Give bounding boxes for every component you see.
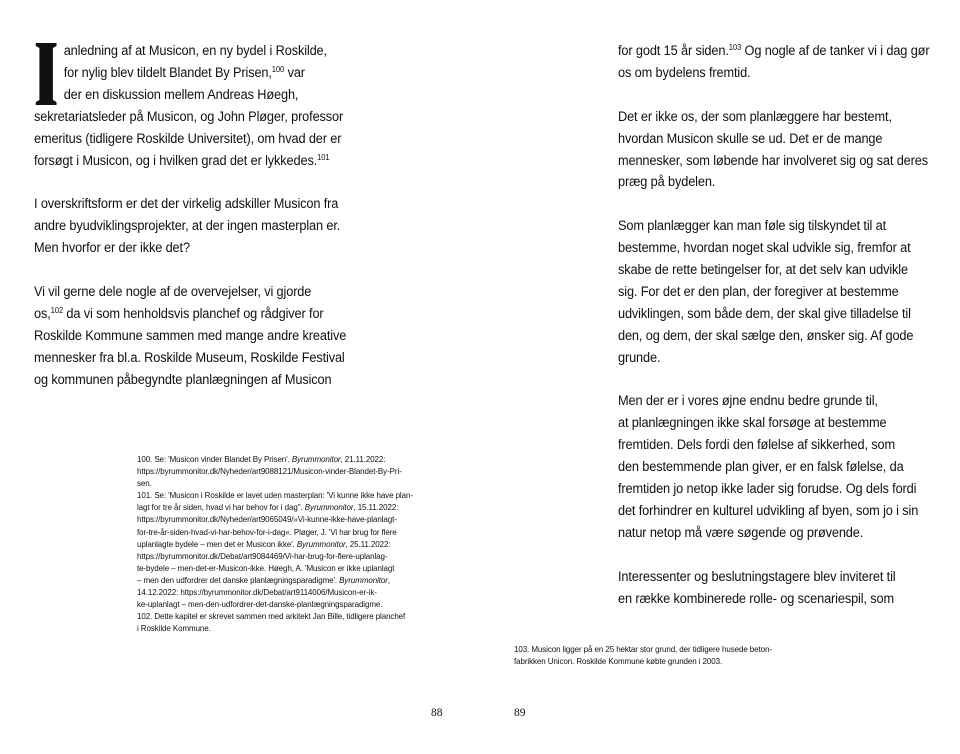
- paragraph: [618, 391, 942, 544]
- text-run: os om bydelens fremtid.: [618, 64, 751, 81]
- text-run: for nylig blev tildelt Blandet By Prisen,: [63, 64, 272, 81]
- footnote-run: , 21.11.2022:: [340, 454, 386, 464]
- text-line: [34, 304, 345, 326]
- text-run: mennesker, som løbende har involveret sig og sat deres: [618, 152, 928, 169]
- footnote-line: [137, 501, 445, 513]
- footnote-run: , 25.11.2022:: [345, 538, 391, 549]
- text-line: [34, 85, 345, 107]
- text-line: [34, 107, 345, 129]
- text-run: Roskilde Kommune sammen med mange andre kreative: [34, 327, 347, 344]
- footnote-italic: Byrummonitor: [291, 454, 341, 464]
- text-run: sekretariatsleder på Musicon, og John Pløger, professor: [34, 108, 344, 125]
- footnote-run: lagt for tre år siden, hvad vi har behov for i dag''.: [137, 502, 305, 513]
- footnote-run: https://byrummonitor.dk/Debat/art9084469/Vi-har-brug-for-flere-uplanlag-: [137, 550, 388, 561]
- text-run: forsøgt i Musicon, og i hvilken grad det er lykkedes.: [34, 152, 318, 169]
- footnote-ref: 103: [728, 42, 742, 52]
- text-line: [618, 41, 942, 63]
- text-line: [34, 216, 345, 238]
- footnote-line: [137, 465, 445, 477]
- text-line: [618, 326, 942, 348]
- right-footnotes: [514, 643, 818, 667]
- text-run: fremtiden. Dels fordi den følelse af sikkerhed, som: [618, 437, 895, 454]
- page-number-left: 88: [431, 707, 443, 719]
- footnote-italic: Byrummonitor: [339, 574, 388, 585]
- text-line: [618, 107, 942, 129]
- text-run: mennesker fra bl.a. Roskilde Museum, Roskilde Festival: [34, 349, 345, 366]
- paragraph: [34, 194, 345, 260]
- footnote-line: [137, 550, 445, 562]
- text-line: [34, 41, 345, 63]
- text-run: I overskriftsform er det der virkelig adskiller Musicon fra: [34, 196, 339, 213]
- footnote-run: https://byrummonitor.dk/Nyheder/art9088121/Musicon-vinder-Blandet-By-Pri-: [137, 466, 402, 477]
- footnote-run: – men den udfordrer det danske planlægningsparadigme'.: [137, 574, 340, 585]
- text-line: [34, 63, 345, 85]
- footnote-line: [137, 598, 445, 610]
- footnote-ref: 101: [317, 151, 330, 162]
- text-line: [618, 238, 942, 260]
- text-run: skabe de rette betingelser for, at det selv kan udvikle: [618, 262, 908, 279]
- paragraph: [618, 107, 942, 195]
- text-line: [34, 151, 345, 173]
- text-run: præg på bydelen.: [618, 174, 716, 191]
- footnote-run: fabrikken Unicon. Roskilde Kommune købte grunden i 2003.: [514, 656, 723, 667]
- text-run: da vi som henholdsvis planchef og rådgiver for: [62, 305, 324, 322]
- paragraph: [34, 282, 345, 392]
- text-line: [618, 589, 942, 611]
- footnote-italic: Byrummonitor: [296, 538, 346, 549]
- footnote-line: [137, 622, 445, 634]
- footnote-run: te-bydele – men-det-er-Musicon-ikke. Høegh, A. 'Musicon er ikke uplanlagt: [137, 562, 395, 573]
- text-line: [34, 370, 345, 392]
- text-line: [618, 63, 942, 85]
- footnote-run: 14.12.2022: https://byrummonitor.dk/Debat/art9114006/Musicon-er-ik-: [137, 587, 377, 598]
- footnote-run: uplanlagte bydele – men det er Musicon ikke'.: [137, 538, 297, 549]
- text-line: [618, 260, 942, 282]
- text-line: [34, 129, 345, 151]
- paragraph: [618, 567, 942, 611]
- text-run: det forhindrer en kulturel udvikling af byen, som jo i sin: [618, 502, 919, 519]
- text-run: Det er ikke os, der som planlæggere har bestemt,: [618, 108, 892, 125]
- footnote-run: ,: [387, 574, 390, 585]
- text-run: fremtiden jo netop ikke lader sig forudse. Og dels fordi: [618, 481, 917, 498]
- footnote-line: [137, 513, 445, 525]
- text-run: en række kombinerede rolle- og scenariespil, som: [618, 590, 894, 607]
- text-line: [618, 348, 942, 370]
- footnote-run: for-tre-år-siden-hvad-vi-har-behov-for-i-dag«. Pløger, J. 'Vi har brug for flere: [137, 526, 397, 537]
- text-line: [618, 435, 942, 457]
- text-run: Vi vil gerne dele nogle af de overvejelser, vi gjorde: [34, 283, 312, 300]
- text-run: Som planlægger kan man føle sig tilskyndet til at: [618, 218, 887, 235]
- text-run: den, og dem, der skal sælge den, ønsker sig. Af gode: [618, 327, 914, 344]
- footnote-ref: 100: [271, 63, 285, 74]
- left-body-text: [34, 41, 345, 413]
- text-line: [618, 457, 942, 479]
- text-run: at planlægningen ikke skal forsøge at bestemme: [618, 415, 887, 432]
- footnote-ref: 102: [50, 304, 63, 315]
- footnote-run: 102. Dette kapitel er skrevet sammen med arkitekt Jan Bille, tidligere planchef: [137, 611, 406, 622]
- right-body-text: [618, 41, 942, 632]
- footnote-line: [514, 643, 818, 655]
- text-line: [618, 129, 942, 151]
- footnote-italic: Byrummonitor: [304, 502, 354, 513]
- footnote-line: [137, 562, 445, 574]
- text-line: [34, 282, 345, 304]
- text-line: [34, 326, 345, 348]
- drop-cap-i: [34, 43, 58, 105]
- footnote-line: [137, 453, 445, 465]
- text-line: [618, 523, 942, 545]
- text-line: [618, 216, 942, 238]
- text-line: [618, 282, 942, 304]
- text-line: [34, 238, 345, 260]
- footnote-run: , 15.11.2022:: [353, 502, 399, 513]
- text-run: var: [284, 64, 305, 81]
- footnote-run: 103. Musicon ligger på en 25 hektar stor grund, der tidligere husede beton-: [514, 644, 772, 654]
- text-run: Men der er i vores øjne endnu bedre grunde til,: [618, 393, 878, 410]
- footnote-line: [137, 477, 445, 489]
- left-footnotes: [137, 453, 445, 634]
- footnote-run: sen.: [137, 478, 152, 489]
- text-run: der en diskussion mellem Andreas Høegh,: [63, 86, 299, 103]
- footnote-run: ke-uplanlagt – men-den-udfordrer-det-danske-planlægningsparadigme.: [137, 599, 383, 610]
- text-line: [34, 194, 345, 216]
- text-run: udviklingen, som både dem, der skal give tilladelse til: [618, 305, 911, 322]
- text-run: os,: [34, 305, 51, 322]
- text-line: [618, 391, 942, 413]
- text-run: Interessenter og beslutningstagere blev inviteret til: [618, 568, 896, 585]
- footnote-line: [137, 526, 445, 538]
- text-run: Og nogle af de tanker vi i dag gør: [741, 43, 930, 59]
- text-line: [34, 348, 345, 370]
- text-run: og kommunen påbegyndte planlægningen af Musicon: [34, 371, 332, 388]
- footnote-line: [137, 489, 445, 501]
- paragraph: [34, 41, 345, 172]
- text-run: sig. For det er den plan, der foregiver at bestemme: [618, 283, 899, 300]
- text-run: Men hvorfor er der ikke det?: [34, 240, 190, 257]
- footnote-run: 101. Se: 'Musicon i Roskilde er lavet uden masterplan: 'Vi kunne ikke have plan-: [137, 490, 413, 501]
- paragraph: [618, 216, 942, 369]
- footnote-run: https://byrummonitor.dk/Nyheder/art9065049/»Vi-kunne-ikke-have-planlagt-: [137, 514, 397, 525]
- text-line: [618, 151, 942, 173]
- right-page: [480, 0, 960, 754]
- text-line: [618, 567, 942, 589]
- text-run: anledning af at Musicon, en ny bydel i Roskilde,: [63, 43, 327, 59]
- footnote-line: [514, 655, 818, 667]
- text-line: [618, 304, 942, 326]
- text-run: natur netop må være søgende og prøvende.: [618, 524, 864, 541]
- page-number-right: 89: [514, 707, 526, 719]
- footnote-run: i Roskilde Kommune.: [137, 623, 211, 634]
- text-run: bestemme, hvordan noget skal udvikle sig, fremfor at: [618, 240, 911, 257]
- text-run: for godt 15 år siden.: [618, 43, 729, 59]
- footnote-line: [137, 610, 445, 622]
- footnote-run: 100. Se: 'Musicon vinder Blandet By Prisen'.: [137, 454, 292, 464]
- footnote-line: [137, 586, 445, 598]
- text-run: andre byudviklingsprojekter, at der ingen masterplan er.: [34, 218, 341, 235]
- text-run: emeritus (tidligere Roskilde Universitet), om hvad der er: [34, 130, 342, 147]
- paragraph: [618, 41, 942, 85]
- text-run: den bestemmende plan giver, er en falsk følelse, da: [618, 459, 904, 476]
- text-line: [618, 501, 942, 523]
- text-line: [618, 479, 942, 501]
- footnote-line: [137, 574, 445, 586]
- footnote-line: [137, 538, 445, 550]
- text-line: [618, 172, 942, 194]
- text-run: grunde.: [618, 349, 661, 366]
- text-run: hvordan Musicon skulle se ud. Det er de mange: [618, 130, 883, 147]
- text-line: [618, 413, 942, 435]
